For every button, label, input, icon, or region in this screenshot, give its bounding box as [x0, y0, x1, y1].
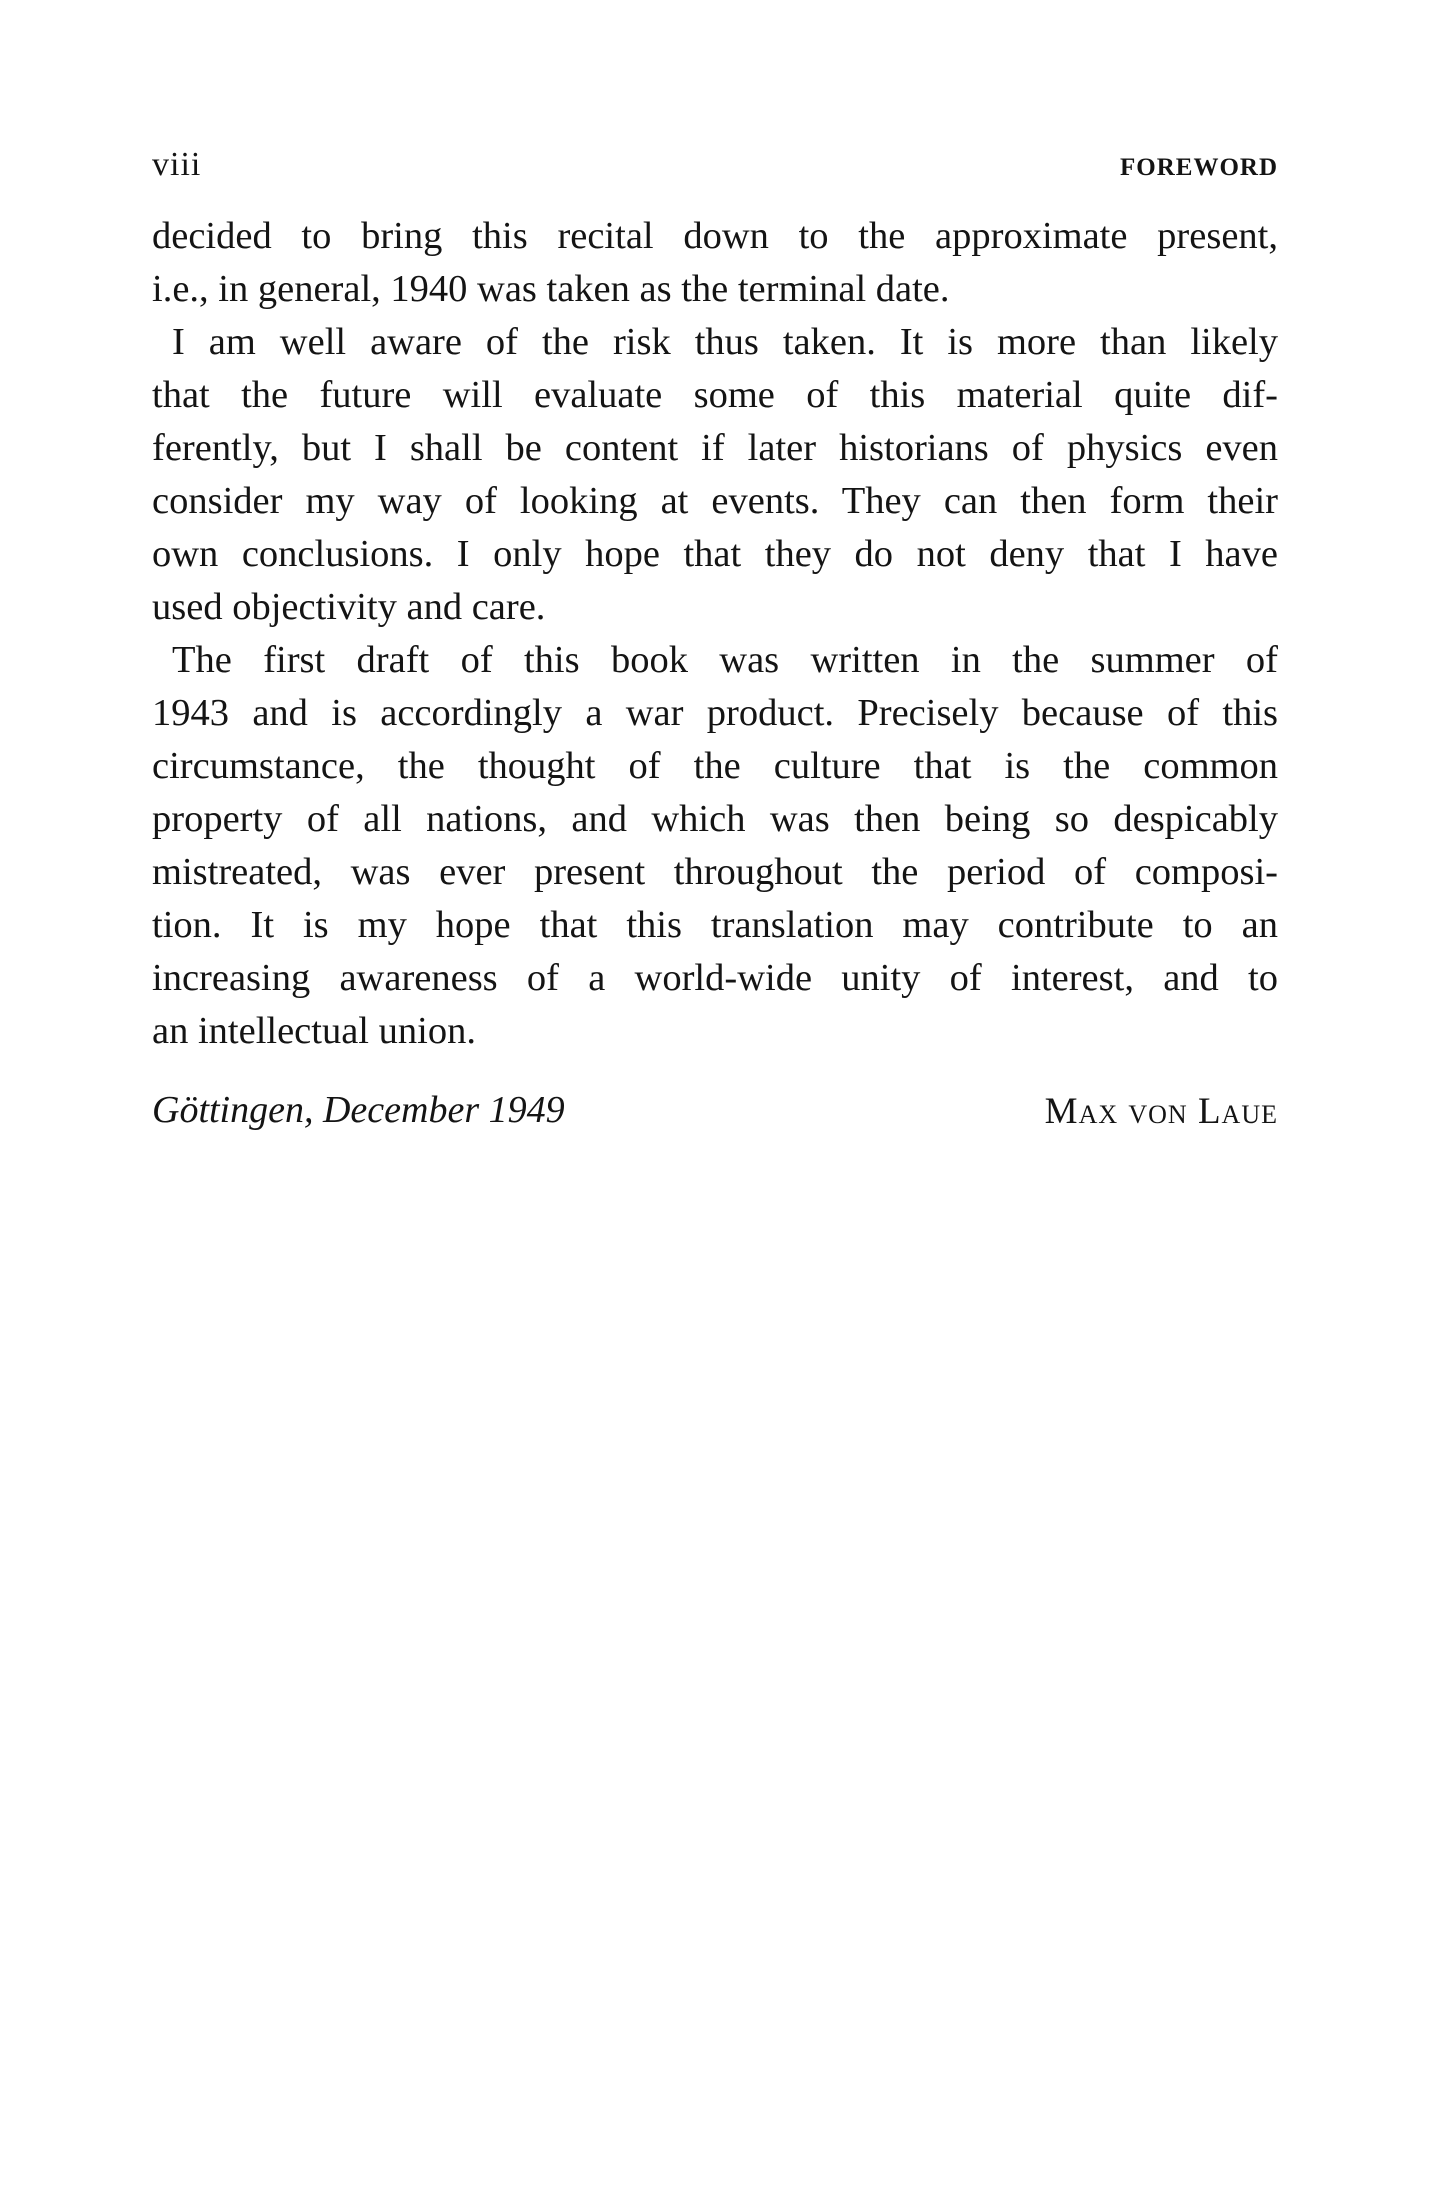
- text-line: The first draft of this book was written in the summer of: [172, 639, 1278, 681]
- place-and-date: Göttingen, December 1949: [152, 1089, 565, 1131]
- text-line: mistreated, was ever present throughout the period of composi-: [152, 851, 1278, 893]
- text-line: used objectivity and care.: [152, 586, 546, 628]
- text-line: circumstance, the thought of the culture that is the common: [152, 745, 1278, 787]
- text-line: own conclusions. I only hope that they do not deny that I have: [152, 533, 1278, 575]
- text-line: consider my way of looking at events. They can then form their: [152, 480, 1278, 522]
- page-number: viii: [152, 146, 202, 183]
- signature-block: [152, 1088, 1278, 1148]
- section-title: FOREWORD: [1120, 154, 1278, 181]
- text-line: i.e., in general, 1940 was taken as the terminal date.: [152, 268, 950, 310]
- author-name: Max von Laue: [1044, 1091, 1278, 1132]
- text-line: that the future will evaluate some of this material quite dif-: [152, 374, 1278, 416]
- foreword-body: [152, 210, 1278, 1058]
- text-line: property of all nations, and which was then being so despicably: [152, 798, 1278, 840]
- text-line: ferently, but I shall be content if later historians of physics even: [152, 427, 1278, 469]
- text-line: tion. It is my hope that this translation may contribute to an: [152, 904, 1278, 946]
- text-line: decided to bring this recital down to the approximate present,: [152, 215, 1278, 257]
- text-line: I am well aware of the risk thus taken. It is more than likely: [172, 321, 1278, 363]
- running-head: [152, 146, 1278, 196]
- text-line: increasing awareness of a world-wide unity of interest, and to: [152, 957, 1278, 999]
- text-line: an intellectual union.: [152, 1010, 476, 1052]
- text-line: 1943 and is accordingly a war product. Precisely because of this: [152, 692, 1278, 734]
